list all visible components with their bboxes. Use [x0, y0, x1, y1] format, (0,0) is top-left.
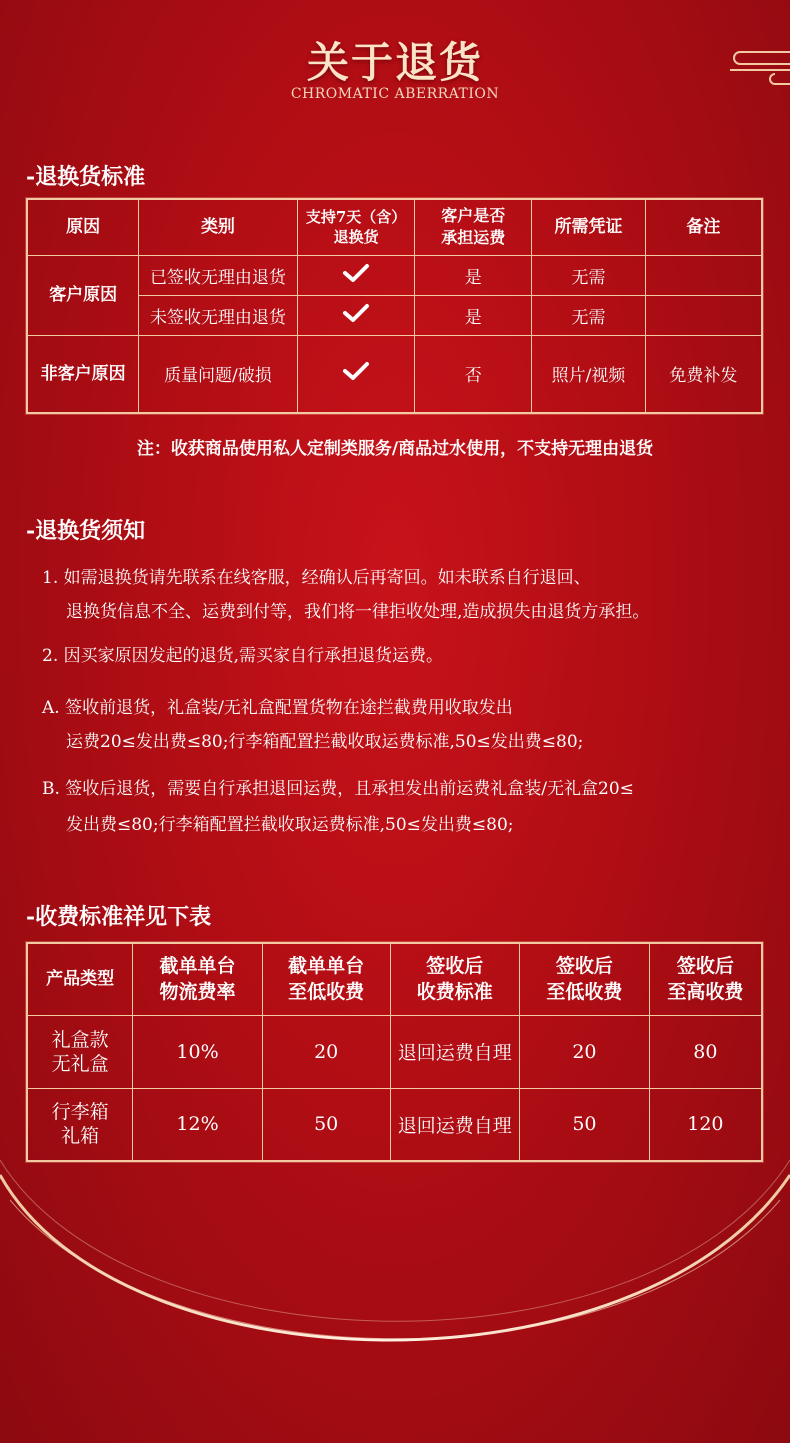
column-header: 支持7天（含） 退换货 — [297, 199, 415, 255]
product-type-cell: 行李箱 礼箱 — [27, 1088, 133, 1161]
fee-table — [26, 942, 763, 1162]
cloud-ornament-icon — [670, 40, 790, 100]
support7-cell — [297, 255, 415, 295]
pays-shipping-cell: 否 — [415, 335, 532, 413]
category-cell: 质量问题/破损 — [139, 335, 298, 413]
product-type-cell: 礼盒款 无礼盒 — [27, 1015, 133, 1088]
check-icon — [342, 262, 370, 284]
check-icon — [342, 302, 370, 324]
column-header: 原因 — [27, 199, 139, 255]
fee-cell: 120 — [649, 1088, 762, 1161]
column-header: 产品类型 — [27, 943, 133, 1015]
return-standard-table — [26, 198, 763, 414]
notice-item-b-line1: B. 签收后退货，需要自行承担退回运费，且承担发出前运费礼盒装/无礼盒20≤ — [42, 779, 634, 799]
page-subtitle: CHROMATIC ABERRATION — [290, 86, 500, 102]
fee-cell: 50 — [520, 1088, 650, 1161]
pays-shipping-cell: 是 — [415, 295, 532, 335]
reason-cell: 客户原因 — [27, 255, 139, 335]
proof-cell: 无需 — [532, 295, 646, 335]
column-header: 备注 — [645, 199, 762, 255]
column-header: 客户是否 承担运费 — [415, 199, 532, 255]
table-header-row — [27, 199, 762, 255]
column-header: 签收后 至高收费 — [649, 943, 762, 1015]
fee-cell: 退回运费自理 — [390, 1088, 520, 1161]
fee-cell: 20 — [520, 1015, 650, 1088]
column-header: 截单单台 至低收费 — [262, 943, 390, 1015]
fee-cell: 12% — [133, 1088, 263, 1161]
notice-item-2: 2. 因买家原因发起的退货,需买家自行承担退货运费。 — [42, 646, 444, 666]
note-cell: 免费补发 — [645, 335, 762, 413]
column-header: 类别 — [139, 199, 298, 255]
page-title: 关于退货 — [306, 38, 483, 87]
fee-cell: 50 — [262, 1088, 390, 1161]
table-row — [27, 1015, 762, 1088]
notice-item-a-line1: A. 签收前退货，礼盒装/无礼盒配置货物在途拦截费用收取发出 — [42, 698, 513, 718]
column-header: 签收后 至低收费 — [520, 943, 650, 1015]
check-icon — [342, 360, 370, 382]
category-cell: 未签收无理由退货 — [139, 295, 298, 335]
golden-arc-decoration — [0, 1140, 790, 1443]
table-header-row — [27, 943, 762, 1015]
proof-cell: 无需 — [532, 255, 646, 295]
table-row — [27, 255, 762, 295]
column-header: 所需凭证 — [532, 199, 646, 255]
note-cell — [645, 255, 762, 295]
notice-item-1-line1: 1. 如需退换货请先联系在线客服，经确认后再寄回。如未联系自行退回、 — [42, 568, 591, 588]
pays-shipping-cell: 是 — [415, 255, 532, 295]
footnote: 注：收获商品使用私人定制类服务/商品过水使用，不支持无理由退货 — [136, 439, 654, 459]
proof-cell: 照片/视频 — [532, 335, 646, 413]
fee-cell: 10% — [133, 1015, 263, 1088]
column-header: 截单单台 物流费率 — [133, 943, 263, 1015]
fee-cell: 退回运费自理 — [390, 1015, 520, 1088]
support7-cell — [297, 295, 415, 335]
section-heading-standard: -退换货标准 — [26, 164, 146, 190]
note-cell — [645, 295, 762, 335]
fee-cell: 80 — [649, 1015, 762, 1088]
section-heading-notice: -退换货须知 — [26, 518, 146, 544]
notice-item-a-line2: 运费20≤发出费≤80;行李箱配置拦截收取运费标准,50≤发出费≤80; — [66, 732, 584, 752]
fee-cell: 20 — [262, 1015, 390, 1088]
notice-item-1-line2: 退换货信息不全、运费到付等，我们将一律拒收处理,造成损失由退货方承担。 — [66, 602, 650, 622]
section-heading-fees: -收费标准祥见下表 — [26, 904, 212, 930]
column-header: 签收后 收费标准 — [390, 943, 520, 1015]
category-cell: 已签收无理由退货 — [139, 255, 298, 295]
support7-cell — [297, 335, 415, 413]
notice-item-b-line2: 发出费≤80;行李箱配置拦截收取运费标准,50≤发出费≤80; — [66, 815, 514, 835]
table-row — [27, 335, 762, 413]
reason-cell: 非客户原因 — [27, 335, 139, 413]
